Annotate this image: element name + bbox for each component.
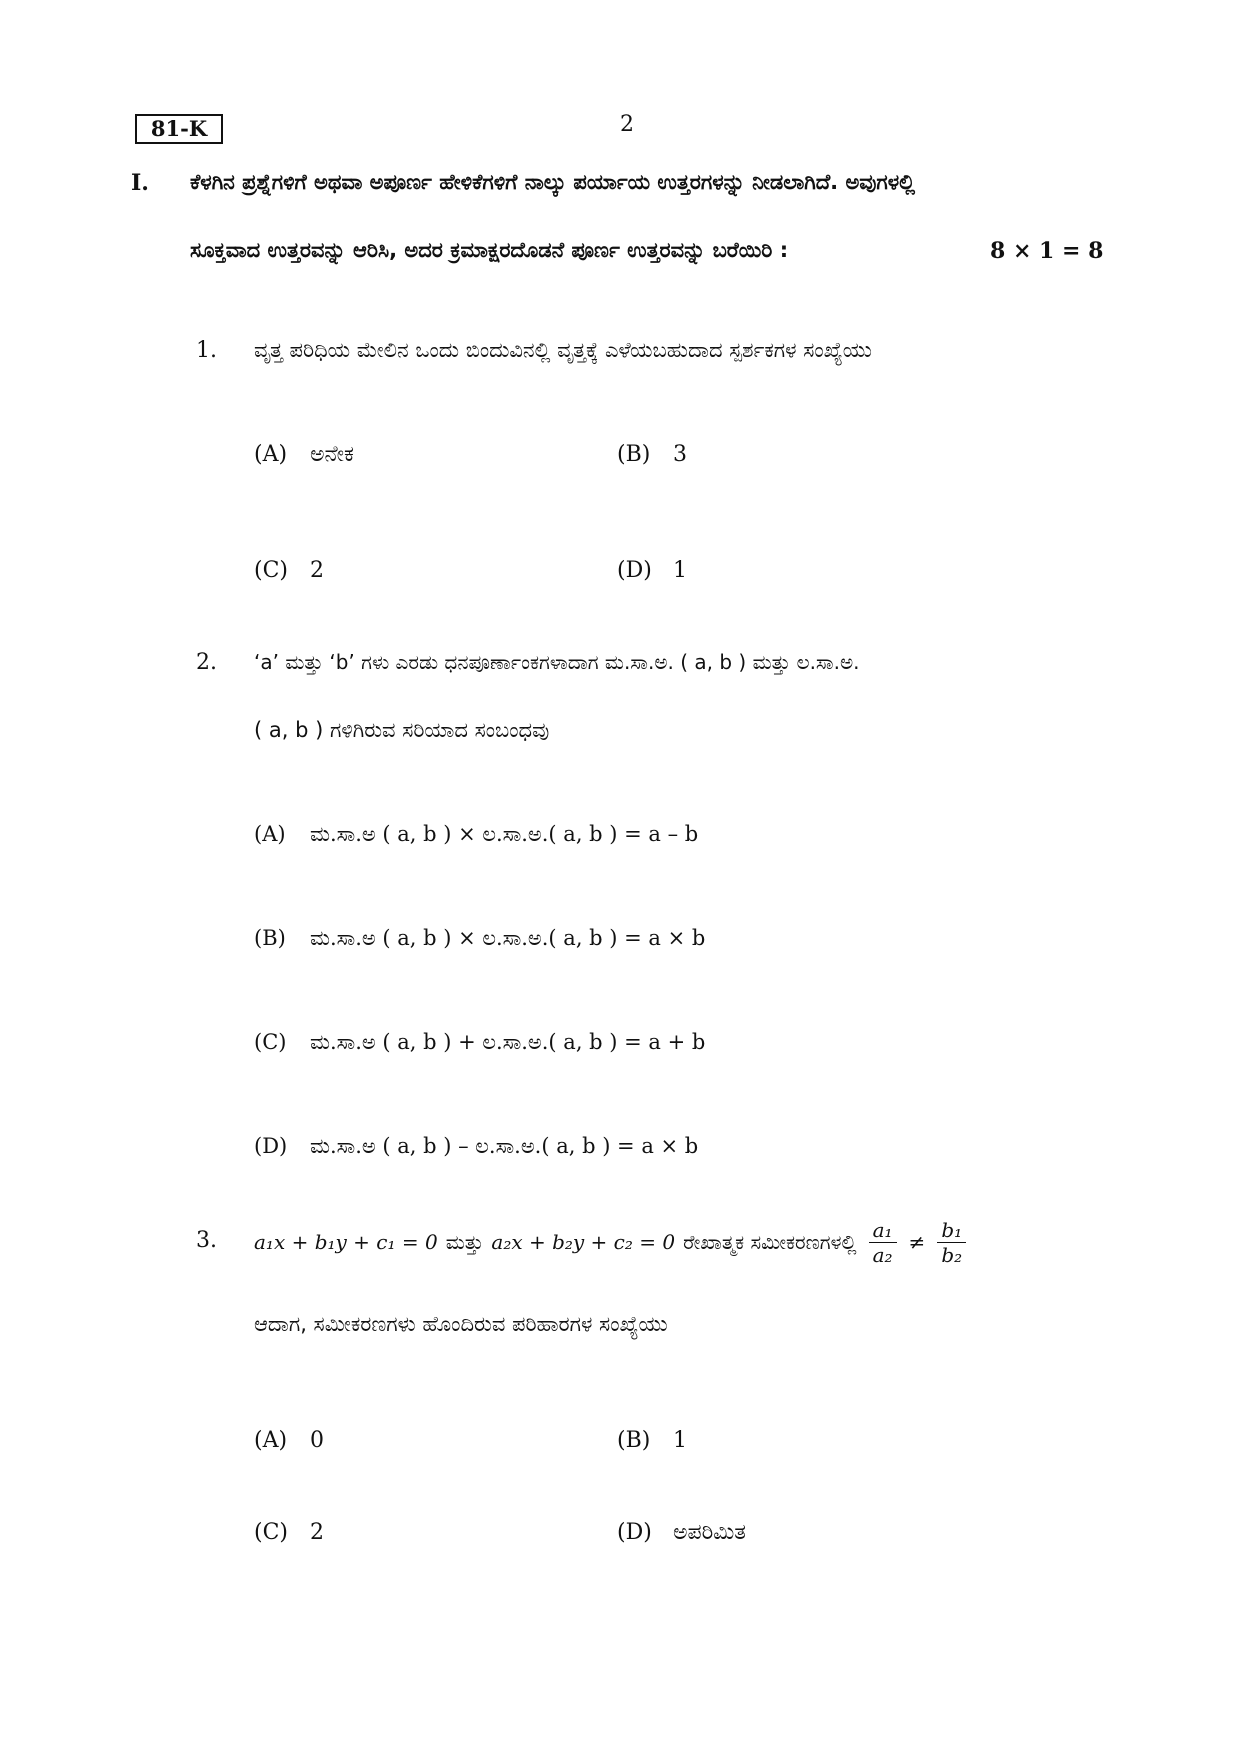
option-text: ಮ.ಸಾ.ಅ ( a, b ) + ಲ.ಸಾ.ಅ.( a, b ) = a + b (310, 1030, 706, 1054)
option-text: 2 (310, 1520, 324, 1545)
q1-option-a (254, 442, 354, 467)
option-text: 2 (310, 558, 324, 583)
option-label: (C) (254, 1520, 288, 1545)
question-1-text: ವೃತ್ತ ಪರಿಧಿಯ ಮೇಲಿನ ಒಂದು ಬಿಂದುವಿನಲ್ಲಿ ವೃತ್ತಕ್ಕೆ ಎಳೆಯಬಹುದಾದ ಸ್ಪರ್ಶಕಗಳ ಸಂಖ್ಯೆಯು (254, 338, 872, 362)
option-label: (D) (617, 1520, 652, 1545)
question-2-line-1: ‘a’ ಮತ್ತು ‘b’ ಗಳು ಎರಡು ಧನಪೂರ್ಣಾಂಕಗಳಾದಾಗ ಮ.ಸಾ.ಅ. ( a, b ) ಮತ್ತು ಲ.ಸಾ.ಅ. (254, 650, 860, 674)
q1-option-b (617, 442, 687, 467)
option-label: (B) (617, 442, 651, 467)
section-marks: 8 × 1 = 8 (990, 238, 1104, 264)
option-text: 0 (310, 1428, 324, 1453)
option-text: ಅಪರಿಮಿತ (673, 1520, 746, 1545)
page-number: 2 (620, 112, 634, 137)
option-label: (D) (254, 1134, 288, 1158)
q3-option-a (254, 1428, 324, 1453)
instruction-line-1: ಕೆಳಗಿನ ಪ್ರಶ್ನೆಗಳಿಗೆ ಅಥವಾ ಅಪೂರ್ಣ ಹೇಳಿಕೆಗಳಿಗೆ ನಾಲ್ಕು ಪರ್ಯಾಯ ಉತ್ತರಗಳನ್ನು ನೀಡಲಾಗಿದೆ. ಅವುಗಳಲ್ಲಿ (190, 170, 916, 194)
option-text: ಮ.ಸಾ.ಅ ( a, b ) × ಲ.ಸಾ.ಅ.( a, b ) = a × b (310, 926, 706, 950)
option-label: (B) (254, 926, 286, 950)
option-label: (B) (617, 1428, 651, 1453)
option-label: (A) (254, 1428, 288, 1453)
question-3-mid-text: ರೇಖಾತ್ಮಕ ಸಮೀಕರಣಗಳಲ್ಲಿ (683, 1230, 857, 1254)
option-text: 3 (673, 442, 687, 467)
fraction-a1-over-a2 (869, 1218, 897, 1267)
option-text: ಮ.ಸಾ.ಅ ( a, b ) – ಲ.ಸಾ.ಅ.( a, b ) = a × b (310, 1134, 699, 1158)
equation-2: a₂x + b₂y + c₂ = 0 (491, 1230, 676, 1254)
q2-option-c (254, 1030, 705, 1055)
option-label: (A) (254, 822, 286, 846)
section-label: I. (131, 170, 149, 196)
fraction-numerator: b₁ (937, 1218, 966, 1243)
q3-option-b (617, 1428, 687, 1453)
q1-option-c (254, 558, 324, 583)
not-equal-sign: ≠ (908, 1230, 926, 1254)
paper-code-box: 81-K (135, 114, 223, 144)
question-1-number: 1. (196, 338, 217, 363)
q3-option-d (617, 1520, 746, 1545)
option-text: ಮ.ಸಾ.ಅ ( a, b ) × ಲ.ಸಾ.ಅ.( a, b ) = a – b (310, 822, 699, 846)
option-text: 1 (673, 1428, 687, 1453)
fraction-b1-over-b2 (937, 1218, 966, 1267)
connector-and: ಮತ್ತು (445, 1230, 484, 1254)
fraction-denominator: b₂ (941, 1242, 963, 1267)
option-label: (C) (254, 1030, 287, 1054)
fraction-denominator: a₂ (872, 1242, 893, 1267)
question-2-number: 2. (196, 650, 217, 675)
option-text: ಅನೇಕ (310, 442, 354, 467)
q3-option-c (254, 1520, 324, 1545)
fraction-numerator: a₁ (869, 1218, 897, 1243)
option-label: (C) (254, 558, 288, 583)
question-3-line-1 (254, 1210, 970, 1274)
equation-1: a₁x + b₁y + c₁ = 0 (254, 1230, 438, 1254)
question-3-number: 3. (196, 1228, 217, 1253)
question-2-line-2: ( a, b ) ಗಳಿಗಿರುವ ಸರಿಯಾದ ಸಂಬಂಧವು (254, 718, 550, 742)
q2-option-a (254, 822, 698, 847)
option-label: (D) (617, 558, 652, 583)
instruction-line-2: ಸೂಕ್ತವಾದ ಉತ್ತರವನ್ನು ಆರಿಸಿ, ಅದರ ಕ್ರಮಾಕ್ಷರದೊಡನೆ ಪೂರ್ಣ ಉತ್ತರವನ್ನು ಬರೆಯಿರಿ : (190, 238, 789, 262)
q2-option-d (254, 1134, 698, 1159)
q1-option-d (617, 558, 687, 583)
question-3-line-2: ಆದಾಗ, ಸಮೀಕರಣಗಳು ಹೊಂದಿರುವ ಪರಿಹಾರಗಳ ಸಂಖ್ಯೆಯು (254, 1312, 668, 1336)
option-label: (A) (254, 442, 288, 467)
q2-option-b (254, 926, 705, 951)
option-text: 1 (673, 558, 687, 583)
